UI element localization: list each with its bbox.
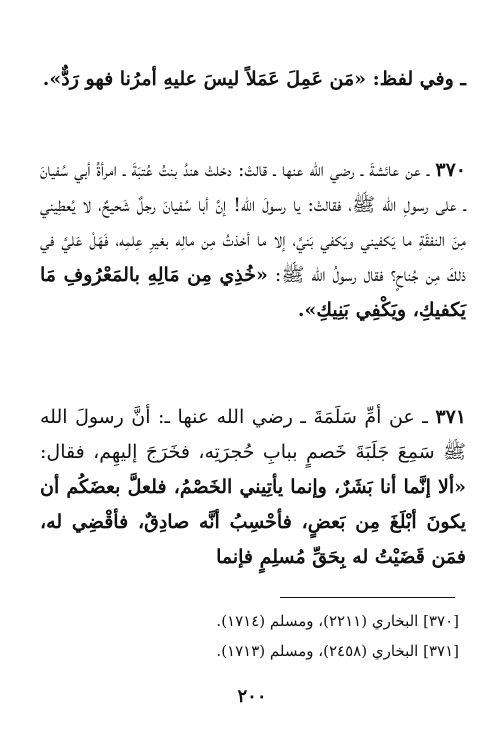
- paragraph-variant-wording: [40, 62, 466, 97]
- page-number: ٢٠٠: [237, 686, 267, 707]
- hadith-370-quote: «خُذِي مِن مَالِهِ بالمَعْرُوفِ مَا يَكفيكِ، ويَكْفِي بَنِيكِ».: [40, 264, 466, 321]
- hadith-number-370: ٣٧٠: [435, 159, 466, 181]
- hadith-371-quote: «ألا إنَّما أنا بَشَرٌ، وإنما يأتِيني الخَصْمُ، فلعلَّ بعضَكُم أن يكونَ أبْلَغَ مِن بَعضٍ، فأحْسِبُ أنَّه صادِقٌ، فأقْضِي له، فمَن قَضَيْتُ له بِحَقِّ مُسلِمٍ فإنما: [40, 476, 466, 568]
- hadith-370-paragraph: [40, 153, 466, 328]
- hadith-number-371: ٣٧١: [435, 406, 466, 428]
- hadith-371-paragraph: [40, 400, 466, 575]
- hadith-370-body: ـ عن عائشةَ ـ رضي الله عنها ـ قالتْ: دخلتْ هندُ بنتُ عُتبَةَ ـ امرأةُ أبي سُفيانَ ـ على رسولِ الله ﷺ، فقالتْ: يا رسولَ الله! إنَّ أبا سُفيانَ رجلٌ شَحيحٌ، لا يُعطِيني مِنَ النفقَةِ ما يَكفيني ويَكفي بَنيَّ، إلا ما أخذتُ مِن مالِه بغيرِ عِلمِه، فَهَلْ عَليَّ في ذلكَ مِن جُناحٍ؟ فقال رسولُ الله ﷺ:: [40, 159, 467, 286]
- footnotes: [40, 606, 459, 666]
- footnote-371: [٣٧١] البخاري (٢٤٥٨)، ومسلم (١٧١٣).: [216, 642, 459, 660]
- footnote-divider: [280, 597, 455, 598]
- footnote-370: [٣٧٠] البخاري (٢٢١١)، ومسلم (١٧١٤).: [216, 612, 459, 630]
- hadith-371-body: ـ عن أمِّ سَلَمَةَ ـ رضي الله عنها ـ: أنَّ رسولَ الله ﷺ سَمِعَ جَلَبَةَ خَصمٍ ببابِ حُجرَتِه، فخَرَجَ إليهِم، فقال:: [40, 406, 466, 463]
- variant-wording-text: ـ وفي لفظ: «مَن عَمِلَ عَمَلاً ليسَ عليهِ أمرُنا فهو رَدٌّ».: [42, 68, 466, 90]
